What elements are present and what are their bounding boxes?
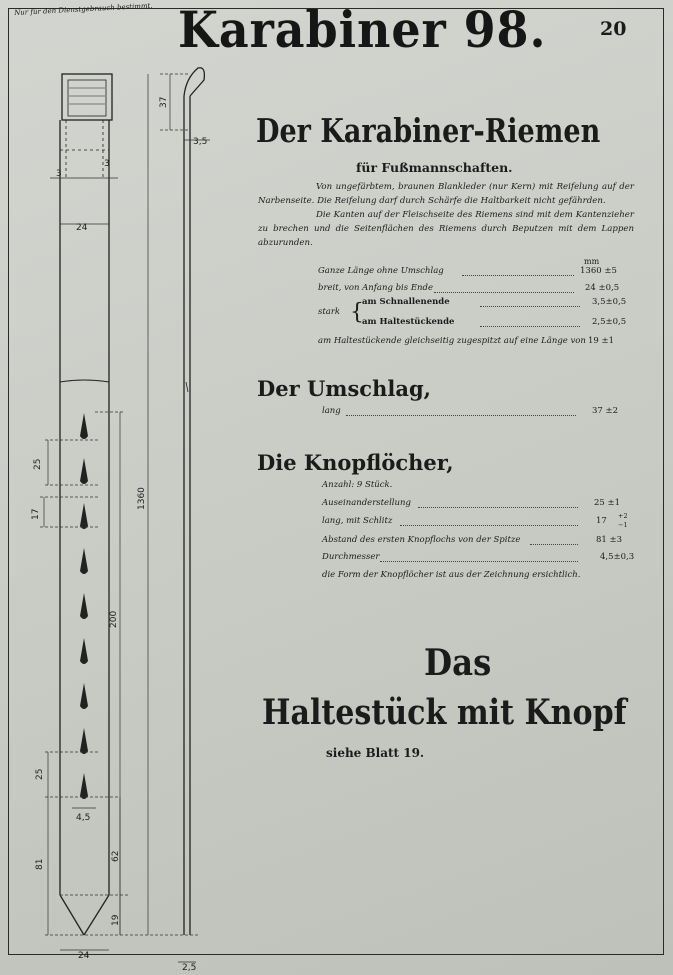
spec-sublabel: am Schnallenende (362, 297, 450, 307)
spec-row-first-hole (0, 535, 673, 549)
spec-label: stark (318, 307, 341, 317)
spec-label: Durchmesser (322, 552, 380, 562)
unit-label-mm: mm (584, 257, 600, 266)
reference-blatt: siehe Blatt 19. (326, 746, 425, 760)
dim-37: 37 (159, 96, 169, 108)
usage-note: Nur für den Dienstgebrauch bestimmt. (14, 1, 153, 17)
dim-62: 62 (111, 850, 121, 862)
spec-row-count (0, 480, 673, 494)
dim-24-top: 24 (76, 223, 88, 233)
dim-19: 19 (111, 914, 121, 926)
spec-label: lang, mit Schlitz (322, 516, 393, 526)
heading-knopfloecher: Die Knopflöcher, (257, 450, 454, 475)
spec-tolerance-plus: +2 (618, 512, 628, 520)
dim-3-left: 3 (56, 169, 62, 179)
spec-value: 19 ±1 (588, 336, 615, 346)
spec-value: 3,5±0,5 (592, 297, 627, 307)
buckle-outline (62, 74, 112, 120)
spec-row-form-note (0, 570, 673, 584)
spec-label: Abstand des ersten Knopflochs von der Spitze (322, 535, 521, 545)
heading-das: Das (424, 642, 492, 684)
heading-haltestueck: Haltestück mit Knopf (262, 692, 627, 733)
dim-25-upper: 25 (33, 458, 43, 470)
dim-200: 200 (109, 610, 119, 628)
spec-value: 24 ±0,5 (585, 283, 620, 293)
dim-2-5-bottom: 2,5 (182, 963, 197, 973)
spec-value: 1360 ±5 (580, 266, 617, 276)
spec-label: Anzahl: 9 Stück. (322, 480, 393, 490)
spec-label: Auseinanderstellung (322, 498, 411, 508)
spec-label: breit, von Anfang bis Ende (318, 283, 433, 293)
subheading-fussmannschaften: für Fußmannschaften. (356, 160, 513, 175)
brace-glyph: { (350, 300, 364, 325)
spec-row-taper (0, 336, 673, 350)
dim-17: 17 (31, 508, 41, 520)
spec-note: die Form der Knopflöcher ist aus der Zeichnung ersichtlich. (322, 570, 581, 580)
spec-row-umschlag-length (0, 406, 673, 420)
heading-karabiner-riemen: Der Karabiner-Riemen (256, 111, 601, 150)
spec-tolerance-minus: −1 (618, 521, 628, 529)
riemen-description (258, 180, 634, 250)
spec-label: lang (322, 406, 341, 416)
spec-label: Ganze Länge ohne Umschlag (318, 266, 444, 276)
description-paragraph-1: Von ungefärbtem, braunen Blankleder (nur Kern) mit Reifelung auf der Narbenseite. Die Reifelung darf durch Schärfe die Haltbarkeit nicht gefährden. (258, 182, 634, 206)
spec-value: 81 ±3 (596, 535, 623, 545)
spec-row-spacing (0, 498, 673, 512)
dim-81: 81 (35, 858, 45, 870)
spec-label: am Haltestückende gleichseitig zugespitzt auf eine Länge von (318, 336, 586, 346)
spec-value: 4,5±0,3 (600, 552, 635, 562)
spec-row-diameter (0, 552, 673, 566)
spec-row-width (0, 283, 673, 297)
sheet-number: 20 (600, 18, 627, 40)
spec-row-length (0, 266, 673, 280)
spec-value: 37 ±2 (592, 406, 619, 416)
spec-sublabel: am Haltestückende (362, 317, 455, 327)
dim-3-right: 3 (104, 159, 110, 169)
page-title: Karabiner 98. (178, 0, 547, 59)
spec-row-thickness-buckle (0, 297, 673, 311)
dim-1360: 1360 (137, 487, 147, 510)
heading-umschlag: Der Umschlag, (257, 376, 431, 401)
description-paragraph-2: Die Kanten auf der Fleischseite des Riemens sind mit dem Kantenzieher zu brechen und die Seitenflächen des Riemens durch Beputzen mit dem Lappen abzurunden. (258, 210, 634, 248)
spec-value: 2,5±0,5 (592, 317, 627, 327)
spec-row-thickness-end (0, 317, 673, 331)
dim-4-5: 4,5 (76, 813, 91, 823)
spec-value: 17 (596, 516, 607, 526)
dim-24-bottom: 24 (78, 951, 90, 961)
dim-25-lower: 25 (35, 768, 45, 780)
strap-fold-side (184, 68, 204, 96)
buttonhole-group (80, 413, 88, 799)
spec-row-slit-length (0, 512, 673, 530)
spec-value: 25 ±1 (594, 498, 621, 508)
dim-3-5-top: 3,5 (193, 137, 208, 147)
